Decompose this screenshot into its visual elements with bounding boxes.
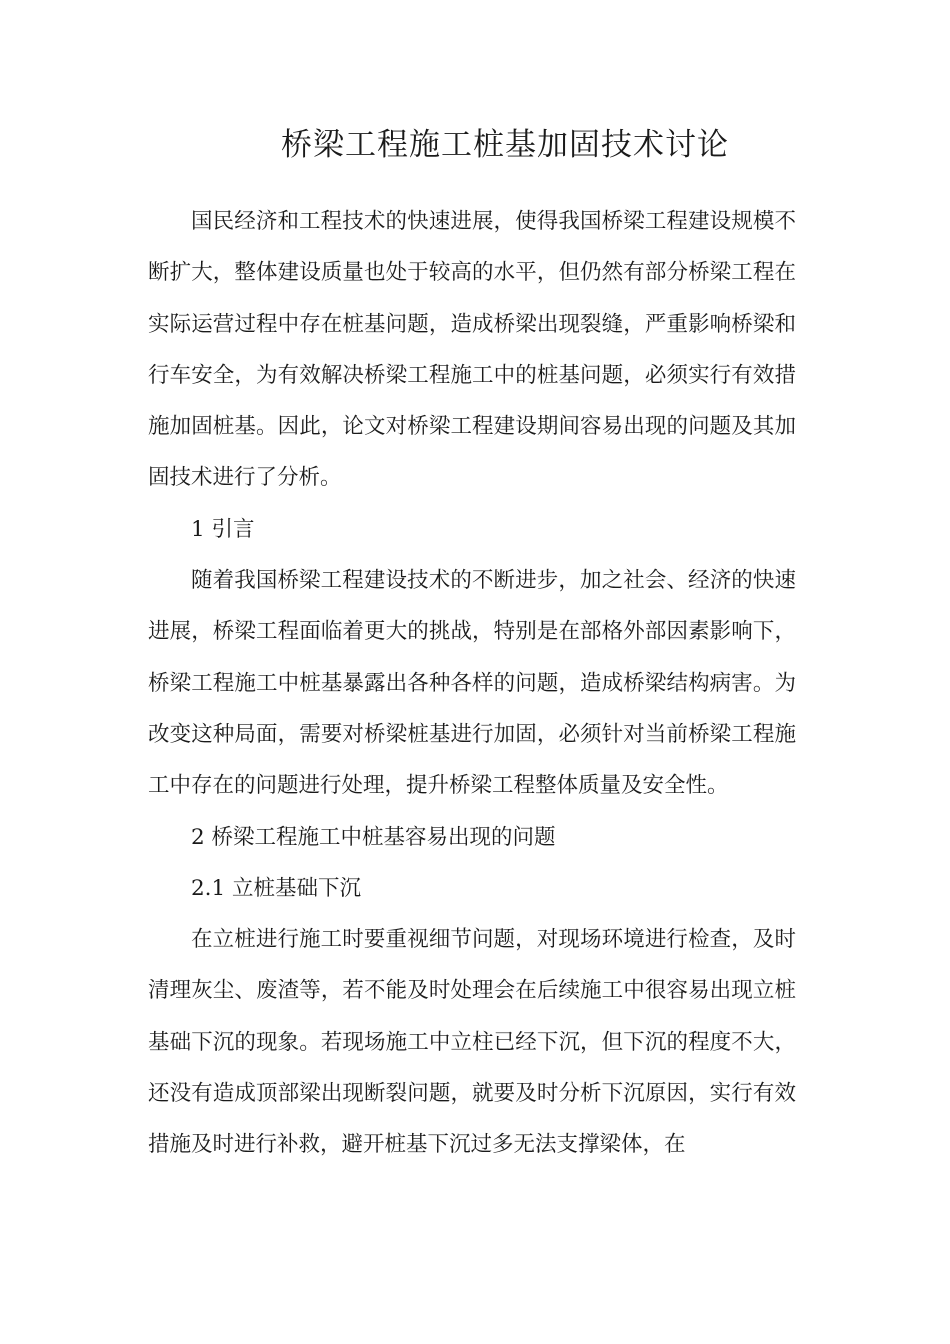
body-paragraph: 国民经济和工程技术的快速进展，使得我国桥梁工程建设规模不断扩大，整体建设质量也处于较高的水平，但仍然有部分桥梁工程在实际运营过程中存在桩基问题，造成桥梁出现裂缝，严重影响桥梁和行车安全，为有效解决桥梁工程施工中的桩基问题，必须实行有效措施加固桩基。因此，论文对桥梁工程建设期间容易出现的问题及其加固技术进行了分析。 bbox=[148, 209, 796, 491]
body-paragraph: 随着我国桥梁工程建设技术的不断进步，加之社会、经济的快速进展，桥梁工程面临着更大的挑战，特别是在部格外部因素影响下，桥梁工程施工中桩基暴露出各种各样的问题，造成桥梁结构病害。为改变这种局面，需要对桥梁桩基进行加固，必须针对当前桥梁工程施工中存在的问题进行处理，提升桥梁工程整体质量及安全性。 bbox=[148, 568, 796, 799]
section-heading: 2 桥梁工程施工中桩基容易出现的问题 bbox=[191, 824, 556, 850]
subsection-heading: 2.1 立桩基础下沉 bbox=[191, 875, 362, 901]
section-heading: 1 引言 bbox=[191, 516, 255, 542]
document-body bbox=[148, 196, 796, 1171]
body-paragraph: 在立桩进行施工时要重视细节问题，对现场环境进行检查，及时清理灰尘、废渣等，若不能及时处理会在后续施工中很容易出现立桩基础下沉的现象。若现场施工中立柱已经下沉，但下沉的程度不大，还没有造成顶部梁出现断裂问题，就要及时分析下沉原因，实行有效措施及时进行补救，避开桩基下沉过多无法支撑梁体，在 bbox=[148, 927, 796, 1158]
document-title: 桥梁工程施工桩基加固技术讨论 bbox=[281, 127, 729, 163]
